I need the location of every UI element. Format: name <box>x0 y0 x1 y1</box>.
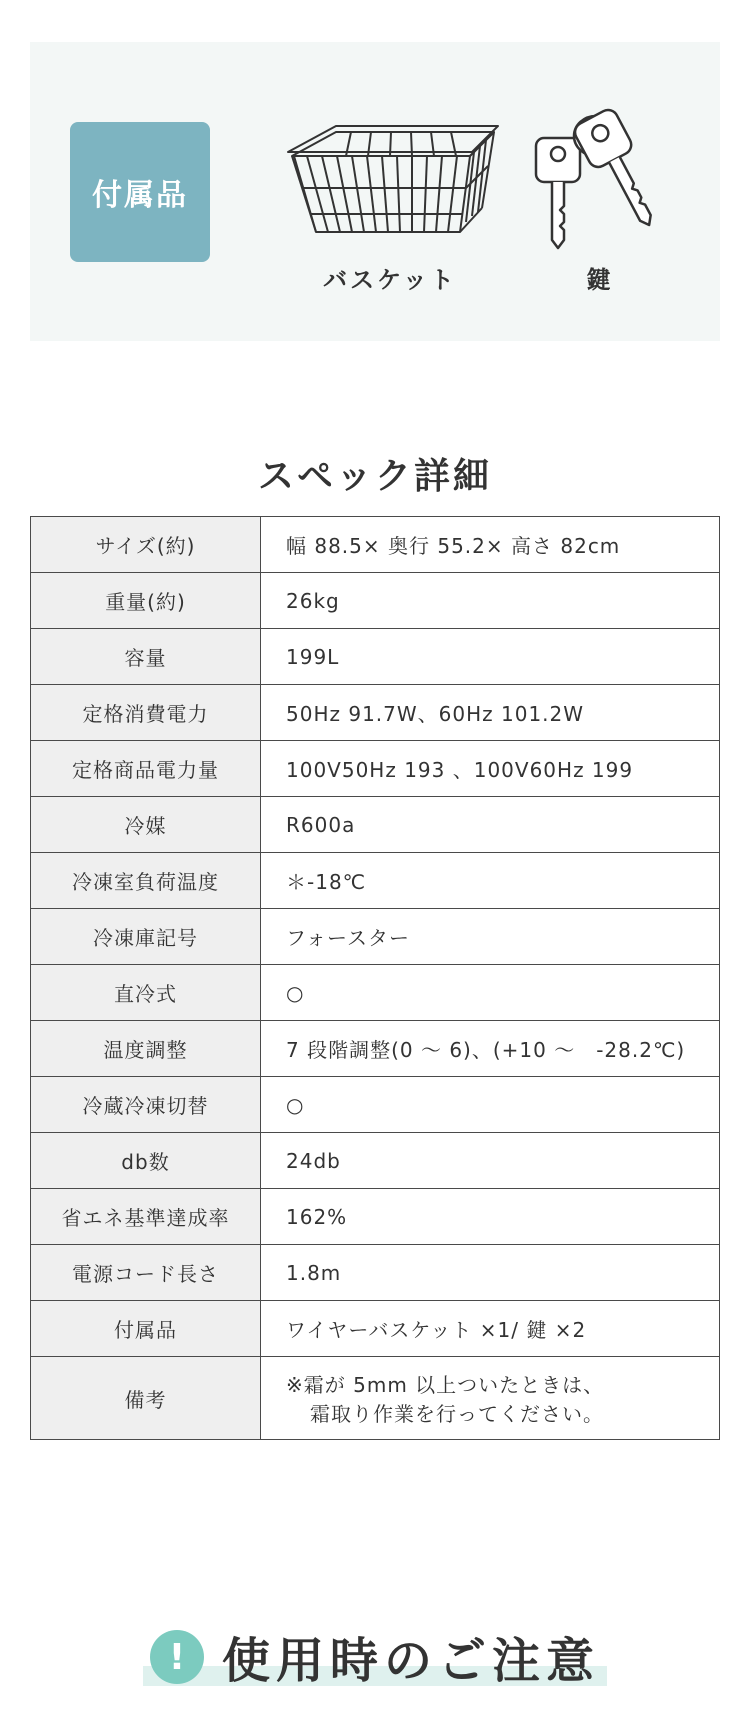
spec-value: ＊-18℃ <box>261 853 720 909</box>
spec-label: 電源コード長さ <box>31 1245 261 1301</box>
spec-value-remarks <box>261 1357 720 1440</box>
table-row <box>31 1077 720 1133</box>
spec-label: 付属品 <box>31 1301 261 1357</box>
accessories-badge: 付属品 <box>70 122 210 262</box>
key-label: 鍵 <box>586 266 614 294</box>
table-row <box>31 629 720 685</box>
spec-table <box>30 516 720 1440</box>
table-row <box>31 1301 720 1357</box>
spec-value: ○ <box>261 1077 720 1133</box>
spec-value: ワイヤーバスケット ×1/ 鍵 ×2 <box>261 1301 720 1357</box>
table-row <box>31 909 720 965</box>
spec-label: 冷媒 <box>31 797 261 853</box>
spec-label: 重量(約) <box>31 573 261 629</box>
spec-label: 定格商品電力量 <box>31 741 261 797</box>
spec-value: 199L <box>261 629 720 685</box>
table-row <box>31 517 720 573</box>
spec-value: ○ <box>261 965 720 1021</box>
remarks-line-2: 霜取り作業を行ってください。 <box>310 1402 604 1426</box>
remarks-line-1: ※霜が 5mm 以上ついたときは、 <box>286 1373 605 1397</box>
table-row <box>31 853 720 909</box>
spec-value: 1.8m <box>261 1245 720 1301</box>
spec-label: db数 <box>31 1133 261 1189</box>
spec-label: 冷凍室負荷温度 <box>31 853 261 909</box>
spec-value: 幅 88.5× 奥行 55.2× 高さ 82cm <box>261 517 720 573</box>
spec-label: 容量 <box>31 629 261 685</box>
spec-value: 50Hz 91.7W、60Hz 101.2W <box>261 685 720 741</box>
spec-value: 162% <box>261 1189 720 1245</box>
table-row <box>31 1133 720 1189</box>
spec-label: 直冷式 <box>31 965 261 1021</box>
spec-value: フォースター <box>261 909 720 965</box>
table-row <box>31 797 720 853</box>
table-row <box>31 1245 720 1301</box>
table-row <box>31 1357 720 1440</box>
spec-title: スペック詳細 <box>257 456 492 497</box>
table-row <box>31 1021 720 1077</box>
caution-title: 使用時のご注意 <box>222 1633 601 1689</box>
table-row <box>31 573 720 629</box>
spec-label: 省エネ基準達成率 <box>31 1189 261 1245</box>
spec-label: 温度調整 <box>31 1021 261 1077</box>
table-row <box>31 965 720 1021</box>
wire-basket-icon <box>276 104 506 244</box>
spec-label: 定格消費電力 <box>31 685 261 741</box>
spec-value: 100V50Hz 193 、100V60Hz 199 <box>261 741 720 797</box>
keys-icon <box>532 106 662 276</box>
spec-label: 冷凍庫記号 <box>31 909 261 965</box>
spec-value: 24db <box>261 1133 720 1189</box>
table-row <box>31 685 720 741</box>
spec-value: R600a <box>261 797 720 853</box>
exclamation-icon: ! <box>150 1630 204 1684</box>
spec-label: サイズ(約) <box>31 517 261 573</box>
spec-label: 備考 <box>31 1357 261 1440</box>
table-row <box>31 1189 720 1245</box>
basket-label: バスケット <box>323 266 457 294</box>
accessories-panel <box>30 42 720 341</box>
spec-value: 26kg <box>261 573 720 629</box>
spec-label: 冷蔵冷凍切替 <box>31 1077 261 1133</box>
spec-value: 7 段階調整(0 ～ 6)、(+10 ～ -28.2℃) <box>261 1021 720 1077</box>
table-row <box>31 741 720 797</box>
